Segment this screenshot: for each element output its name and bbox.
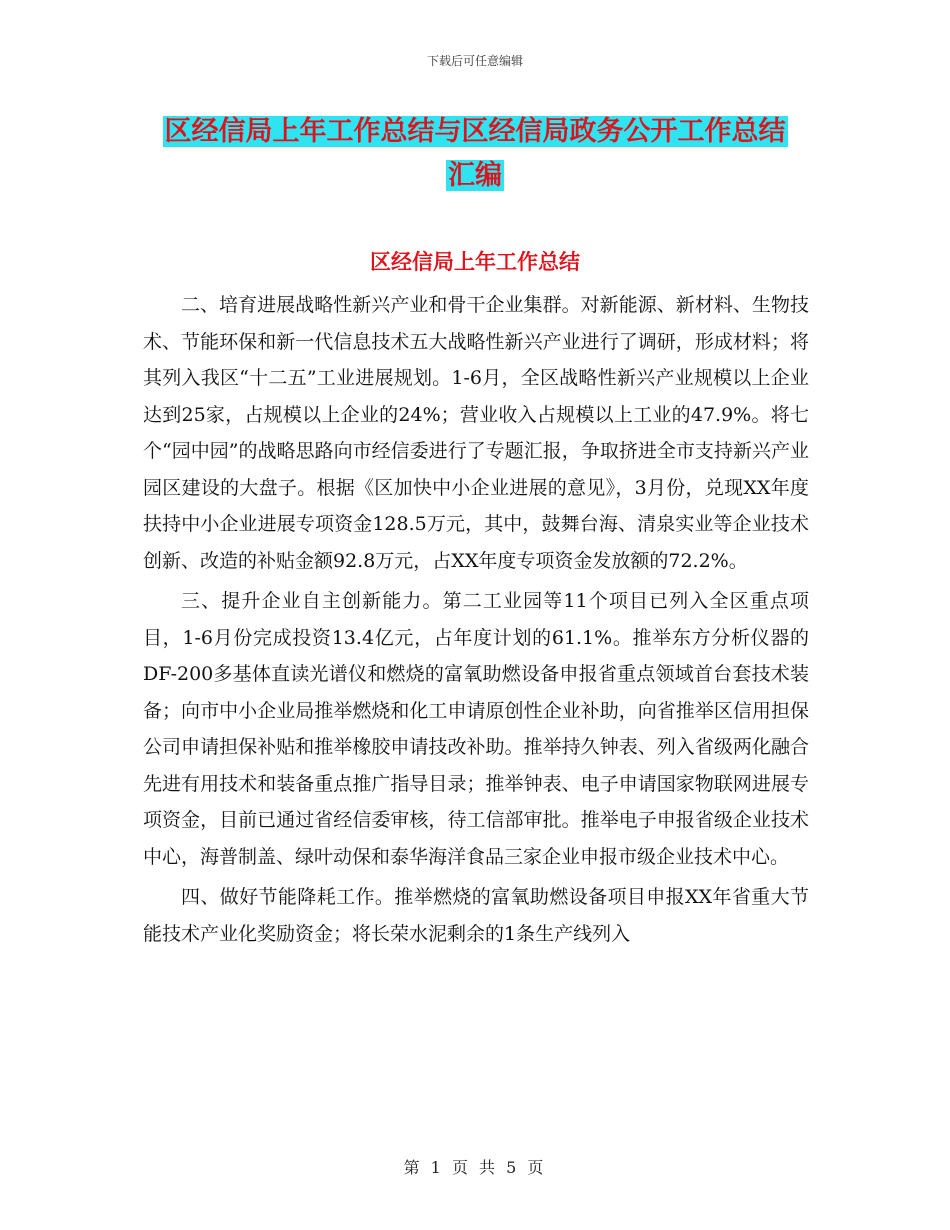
- header-note: 下载后可任意编辑: [426, 54, 523, 68]
- body-text: [143, 287, 809, 952]
- document-title-line2: 汇编: [448, 160, 502, 191]
- section-title: 区经信局上年工作总结: [370, 250, 580, 274]
- paragraph-2: 二、培育进展战略性新兴产业和骨干企业集群。对新能源、新材料、生物技术、节能环保和新一代信息技术五大战略性新兴产业进行了调研，形成材料；将其列入我区“十二五”工业进展规划。1-6月，全区战略性新兴产业规模以上企业达到25家，占规模以上企业的24%；营业收入占规模以上工业的47.9%。将七个“园中园”的战略思路向市经信委进行了专题汇报，争取挤进全市支持新兴产业园区建设的大盘子。根据《区加快中小企业进展的意见》，3月份，兑现XX年度扶持中小企业进展专项资金128.5万元，其中，鼓舞台海、清泉实业等企业技术创新、改造的补贴金额92.8万元，占XX年度专项资金发放额的72.2%。: [143, 294, 809, 572]
- paragraph-4: 四、做好节能降耗工作。推举燃烧的富氧助燃设备项目申报XX年省重大节能技术产业化奖励资金；将长荣水泥剩余的1条生产线列入: [143, 886, 809, 945]
- page-footer: 第 1 页 共 5 页: [403, 1158, 547, 1177]
- document-title: [145, 110, 805, 198]
- paragraph-3: 三、提升企业自主创新能力。第二工业园等11个项目已列入全区重点项目，1-6月份完成投资13.4亿元，占年度计划的61.1%。推举东方分析仪器的DF-200多基体直读光谱仪和燃烧的富氧助燃设备申报省重点领域首台套技术装备；向市中小企业局推举燃烧和化工申请原创性企业补助，向省推举区信用担保公司申请担保补贴和推举橡胶申请技改补助。推举持久钟表、列入省级两化融合先进有用技术和装备重点推广指导目录；推举钟表、电子申请国家物联网进展专项资金，目前已通过省经信委审核，待工信部审批。推举电子申报省级企业技术中心，海普制盖、绿叶动保和泰华海洋食品三家企业申报市级企业技术中心。: [143, 590, 809, 868]
- document-title-line1: 区经信局上年工作总结与区经信局政务公开工作总结: [164, 116, 786, 147]
